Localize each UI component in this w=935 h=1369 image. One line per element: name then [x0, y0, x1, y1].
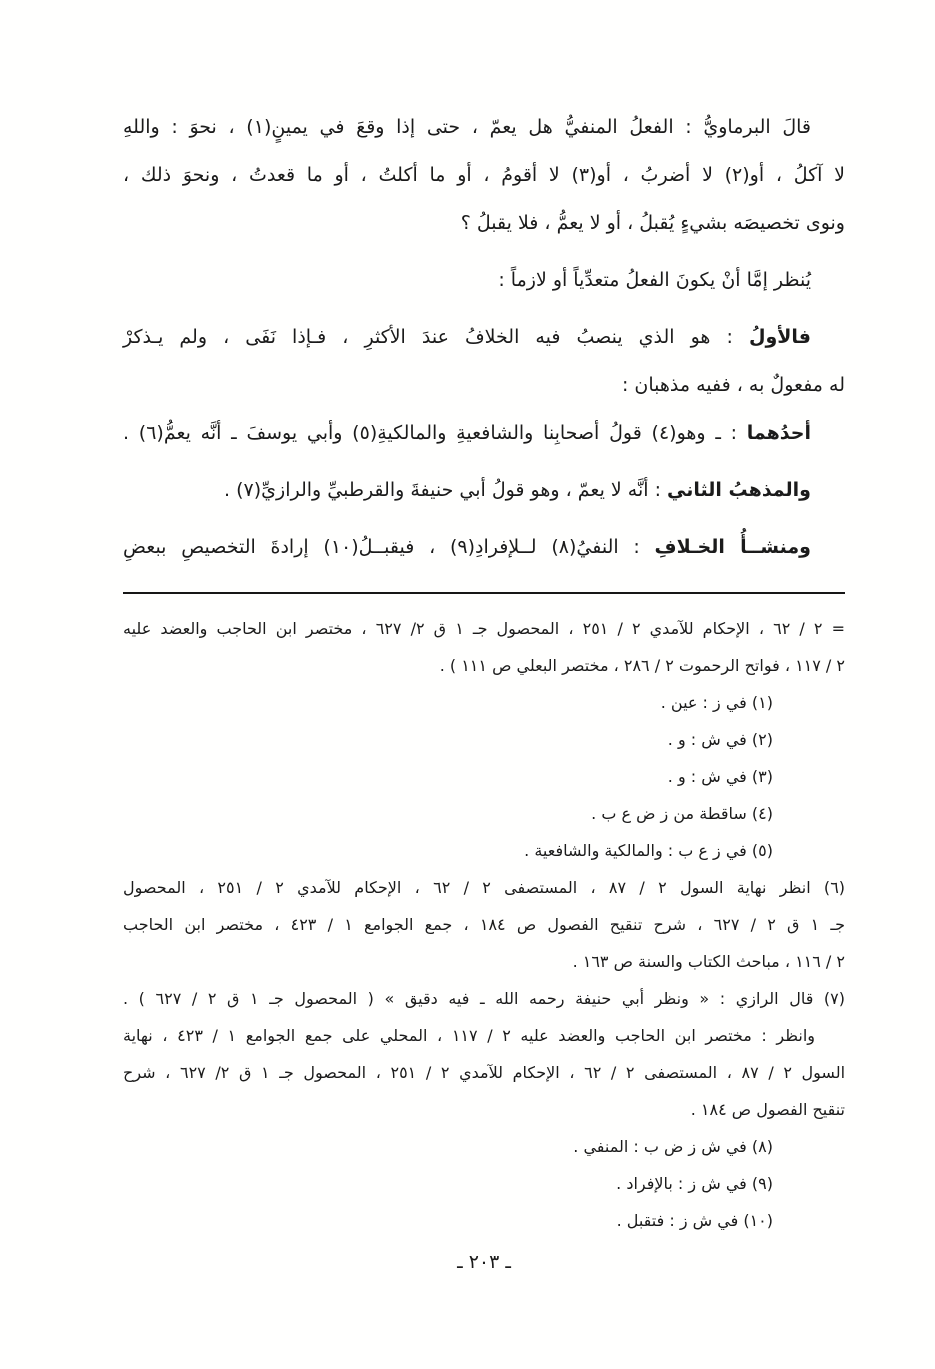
footnote-line: ٢ / ١١٦ ، مباحث الكتاب والسنة ص ١٦٣ . — [572, 952, 845, 971]
body-line — [123, 103, 845, 151]
body-line — [123, 466, 845, 514]
footnote-line: (١) في ز : عين . — [660, 693, 773, 712]
body-line-lead: ومنشــأُ الخـلافِ — [654, 536, 811, 558]
footnote-line: (٤) ساقطة من ز ض ع ب . — [591, 804, 773, 823]
footnote-line: (٣) في ش : و . — [667, 767, 773, 786]
footnote-line: ٢ / ١١٧ ، فواتح الرحموت ٢ / ٢٨٦ ، مختصر البعلي ص ١١١ ) . — [439, 656, 845, 675]
body-line — [123, 313, 845, 361]
body-line — [123, 151, 845, 199]
footnote-line: (٧) قال الرازي : « ونظر أبي حنيفة رحمه الله ـ فيه دقيق » ( المحصول جـ ١ ق ٢ / ٦٢٧ ) . — [123, 989, 846, 1008]
footnote-line: وانظر : مختصر ابن الحاجب والعضد عليه ٢ / ١١٧ ، المحلي على جمع الجوامع ١ / ٤٢٣ ، نهاية — [123, 1026, 816, 1045]
body-line-text: قالَ البرماويُّ : الفعلُ المنفيُّ هل يعمّ ، حتى إذا وقعَ في يمينٍ(١) ، نحوَ : واللهِ — [123, 116, 811, 138]
body-line-text: : أنَّه لا يعمّ ، وهو قولُ أبي حنيفةَ والقرطبيِّ والرازيِّ(٧) . — [224, 479, 668, 501]
body-line-lead: أحدُهما — [746, 422, 811, 444]
footnotes-section — [123, 610, 845, 1239]
footnote-separator-rule — [123, 592, 845, 594]
footnote-line: (١٠) في ش ز : فتقبل . — [616, 1211, 773, 1230]
footnote-line: تنقيح الفصول ص ١٨٤ . — [690, 1100, 845, 1119]
body-line-text: : هو الذي ينصبُ فيه الخلافُ عندَ الأكثرِ ، فـإذا نَفَى ، ولم يـذكرْ — [123, 326, 749, 348]
body-line — [123, 199, 845, 247]
body-line-text: له مفعولٌ به ، ففيه مذهبان : — [621, 374, 845, 396]
footnote-line: (٥) في ز ع ب : والمالكية والشافعية . — [524, 841, 773, 860]
footnote-line: جـ ١ ق ٢ / ٦٢٧ ، شرح تنقيح الفصول ص ١٨٤ ، جمع الجوامع ١ / ٤٢٣ ، مختصر ابن الحاجب — [123, 915, 846, 934]
body-line-text: : ـ وهو(٤) قولُ أصحابِنا والشافعيةِ والمالكيةِ(٥) وأبي يوسفَ ـ أنَّه يعمُّ(٦) . — [123, 422, 747, 444]
body-line-lead: والمذهبُ الثاني — [667, 479, 811, 501]
body-line-text: يُنظر إمَّا أنْ يكونَ الفعلُ متعدِّياً أو لازماً : — [498, 269, 811, 291]
footnote-line: السول ٢ / ٨٧ ، المستصفى ٢ / ٦٢ ، الإحكام للآمدي ٢ / ٢٥١ ، المحصول جـ ١ ق ٢/ ٦٢٧ ، شرح — [123, 1063, 846, 1082]
footnote-line: (٩) في ش ز : بالإفراد . — [616, 1174, 773, 1193]
body-line-text: لا آكلُ ، أو(٢) لا أضربُ ، أو(٣) لا أقومُ ، أو ما أكلتُ ، أو ما قعدتُ ، ونحوَ ذلك ، — [123, 164, 845, 186]
body-line — [123, 361, 845, 409]
body-line-lead: فالأولُ — [748, 326, 811, 348]
body-line — [123, 409, 845, 457]
footnote-line: (٨) في ش ز ض ب : المنفي . — [573, 1137, 773, 1156]
footnote-line: (٦) انظر نهاية السول ٢ / ٨٧ ، المستصفى ٢ / ٦٢ ، الإحكام للآمدي ٢ / ٢٥١ ، المحصول — [123, 878, 846, 897]
footnote-line: (٢) في ش : و . — [667, 730, 773, 749]
body-line — [123, 523, 845, 571]
body-line — [123, 256, 845, 304]
body-line-text: ونوى تخصيصَه بشيءٍ يُقبلُ ، أو لا يعمُّ ، فلا يقبلُ ؟ — [460, 212, 845, 234]
page-number: ـ ٢٠٣ ـ — [457, 1251, 511, 1273]
body-line-text: : النفيُ(٨) لــلإفرادِ(٩) ، فيقبــلُ(١٠) إرادةَ التخصيصِ ببعضِ — [123, 536, 655, 558]
body-text — [123, 103, 845, 571]
footnote-line: = ٢ / ٦٢ ، الإحكام للآمدي ٢ / ٢٥١ ، المحصول جـ ١ ق ٢/ ٦٢٧ ، مختصر ابن الحاجب والعضد عليه — [123, 619, 846, 638]
